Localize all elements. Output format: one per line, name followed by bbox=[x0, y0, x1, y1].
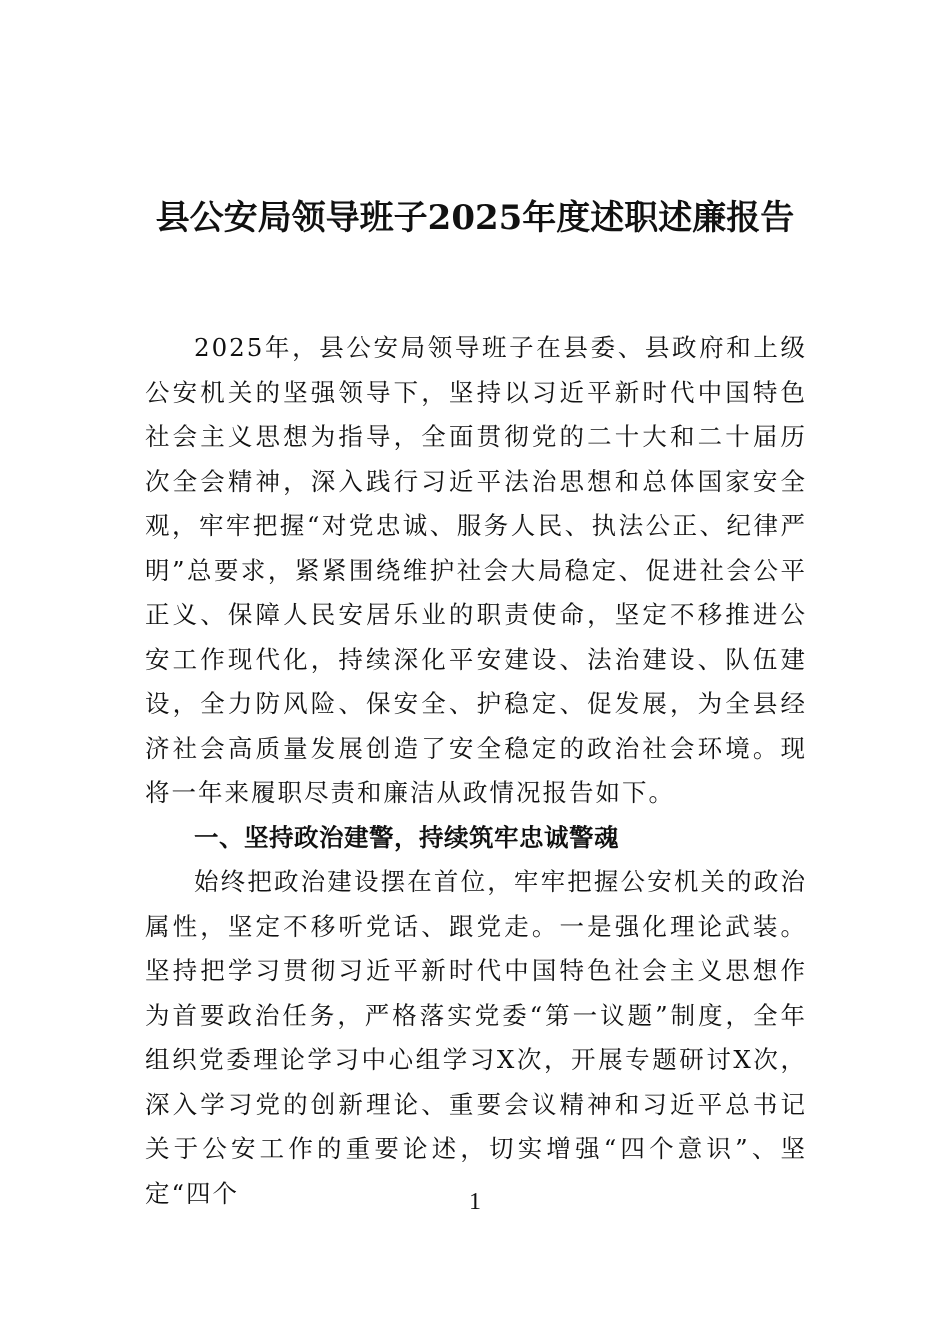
section-heading: 一、坚持政治建警，持续筑牢忠诚警魂 bbox=[194, 822, 619, 852]
page-number: 1 bbox=[469, 1189, 481, 1215]
document-title: 县公安局领导班子2025年度述职述廉报告 bbox=[155, 198, 795, 238]
document-body bbox=[145, 326, 807, 1216]
intro-paragraph: 2025年，县公安局领导班子在县委、县政府和上级公安机关的坚强领导下，坚持以习近平新时代中国特色社会主义思想为指导，全面贯彻党的二十大和二十届历次全会精神，深入践行习近平法治思想和总体国家安全观，牢牢把握“对党忠诚、服务人民、执法公正、纪律严明”总要求，紧紧围绕维护社会大局稳定、促进社会公平正义、保障人民安居乐业的职责使命，坚定不移推进公安工作现代化，持续深化平安建设、法治建设、队伍建设，全力防风险、保安全、护稳定、促发展，为全县经济社会高质量发展创造了安全稳定的政治社会环境。现将一年来履职尽责和廉洁从政情况报告如下。 bbox=[145, 333, 807, 807]
section-paragraph: 始终把政治建设摆在首位，牢牢把握公安机关的政治属性，坚定不移听党话、跟党走。一是强化理论武装。坚持把学习贯彻习近平新时代中国特色社会主义思想作为首要政治任务，严格落实党委“第一议题”制度，全年组织党委理论学习中心组学习X次，开展专题研讨X次，深入学习党的创新理论、重要会议精神和习近平总书记关于公安工作的重要论述，切实增强“四个意识”、坚定“四个 bbox=[145, 867, 807, 1208]
